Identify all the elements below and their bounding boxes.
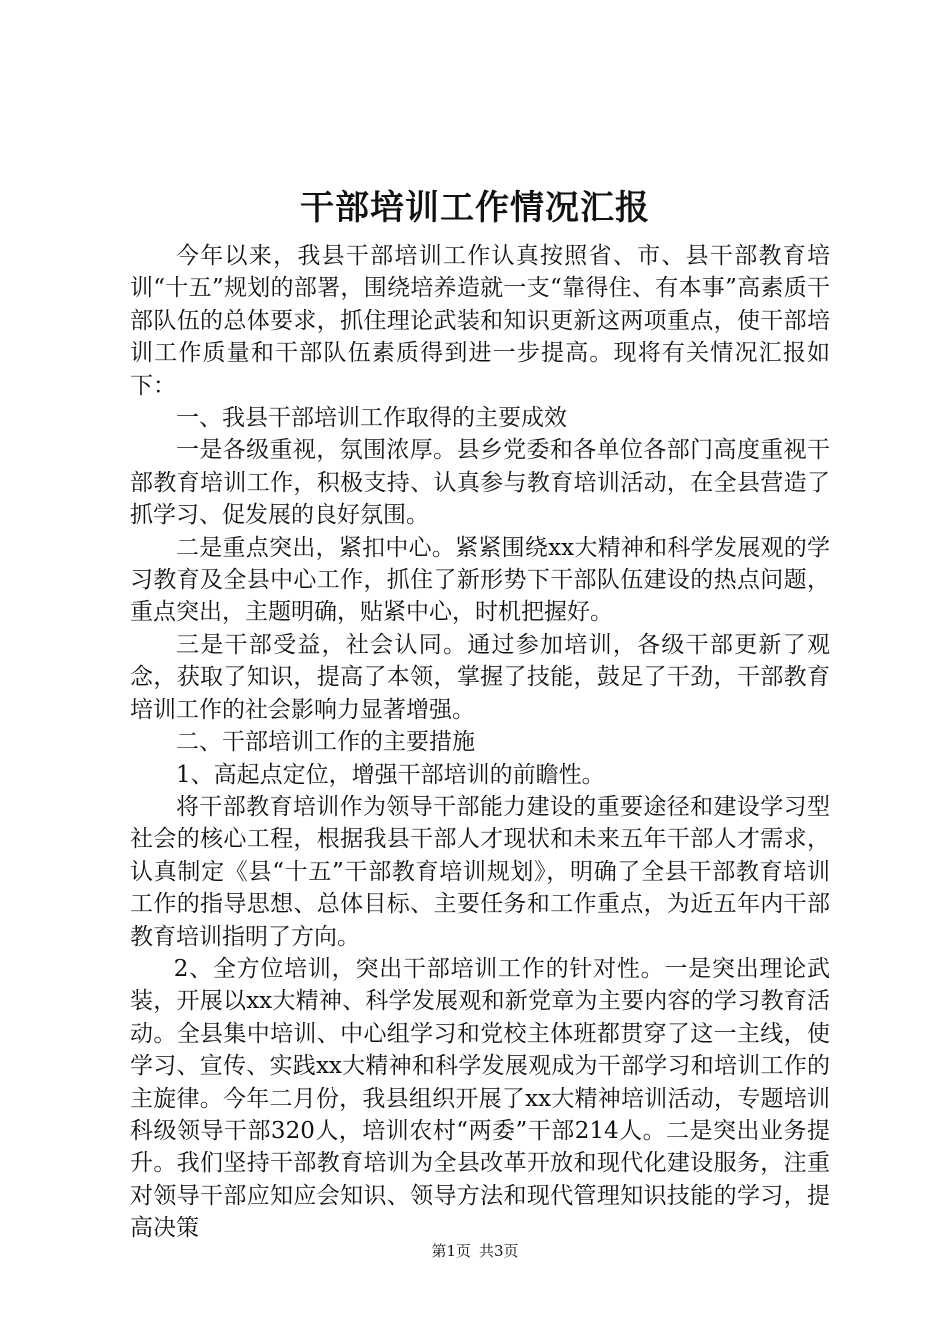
page-total: 共3页 xyxy=(479,1242,519,1260)
document-title: 干部培训工作情况汇报 xyxy=(300,188,650,228)
subheading-measure-1: 1、高起点定位，增强干部培训的前瞻性。 xyxy=(176,761,605,788)
section-heading-achievements: 一、我县干部培训工作取得的主要成效 xyxy=(176,405,567,432)
paragraph-measure-1: 将干部教育培训作为领导干部能力建设的重要途径和建设学习型社会的核心工程，根据我县干部人才现状和未来五年干部人才需求，认真制定《县“十五”干部教育培训规划》，明确了全县干部教育培训工作的指导思想、总体目标、主要任务和工作重点，为近五年内干部教育培训指明了方向。 xyxy=(130,793,830,950)
section-heading-measures: 二、干部培训工作的主要措施 xyxy=(176,729,475,756)
paragraph-point-3: 三是干部受益，社会认同。通过参加培训，各级干部更新了观念，获取了知识，提高了本领，掌握了技能，鼓足了干劲，干部教育培训工作的社会影响力显著增强。 xyxy=(130,631,830,723)
paragraph-point-1: 一是各级重视，氛围浓厚。县乡党委和各单位各部门高度重视干部教育培训工作，积极支持、认真参与教育培训活动，在全县营造了抓学习、促发展的良好氛围。 xyxy=(130,437,830,529)
paragraph-point-2: 二是重点突出，紧扣中心。紧紧围绕xx大精神和科学发展观的学习教育及全县中心工作，抓住了新形势下干部队伍建设的热点问题，重点突出，主题明确，贴紧中心，时机把握好。 xyxy=(130,534,830,626)
page-footer xyxy=(0,1239,950,1263)
paragraph-measure-2: 2、全方位培训，突出干部培训工作的针对性。一是突出理论武装，开展以xx大精神、科学发展观和新党章为主要内容的学习教育活动。全县集中培训、中心组学习和党校主体班都贯穿了这一主线，使学习、宣传、实践xx大精神和科学发展观成为干部学习和培训工作的主旋律。今年二月份，我县组织开展了xx大精神培训活动，专题培训科级领导干部320人，培训农村“两委”干部214人。二是突出业务提升。我们坚持干部教育培训为全县改革开放和现代化建设服务，注重对领导干部应知应会知识、领导方法和现代管理知识技能的学习，提高决策 xyxy=(130,955,830,1242)
document-body xyxy=(130,240,830,1245)
page-number: 第1页 xyxy=(431,1242,471,1260)
paragraph-intro: 今年以来，我县干部培训工作认真按照省、市、县干部教育培训“十五”规划的部署，围绕培养造就一支“靠得住、有本事”高素质干部队伍的总体要求，抓住理论武装和知识更新这两项重点，使干部培训工作质量和干部队伍素质得到进一步提高。现将有关情况汇报如下： xyxy=(130,243,830,399)
